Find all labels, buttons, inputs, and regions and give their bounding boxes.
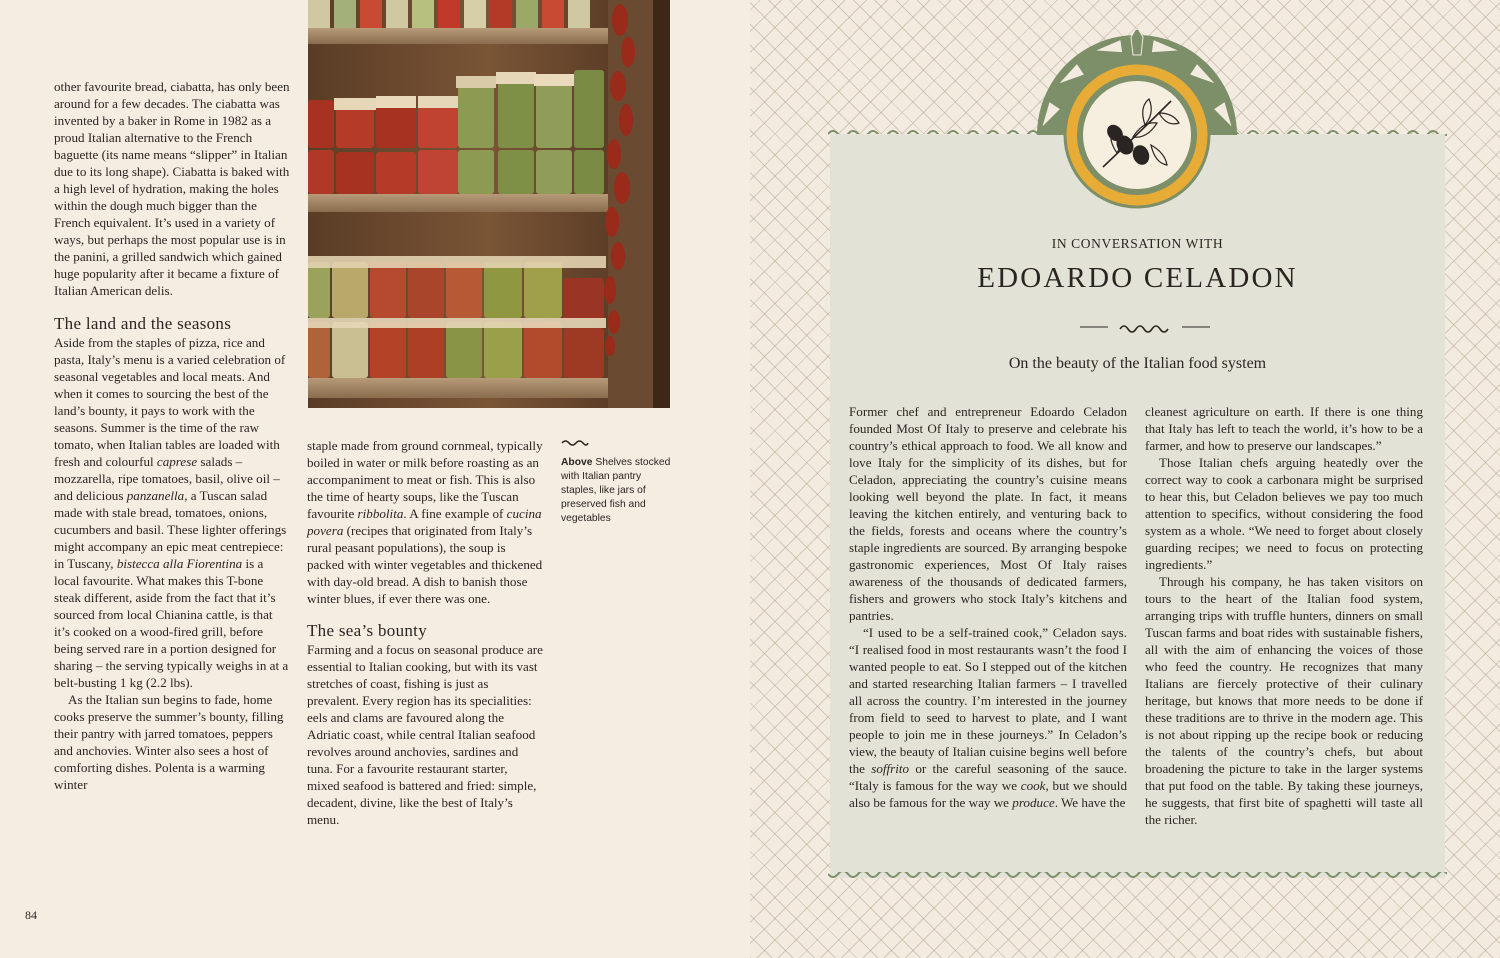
scalloped-border-bottom — [828, 872, 1447, 880]
right-page — [750, 0, 1500, 958]
paragraph: Farming and a focus on seasonal produce are essential to Italian cooking, but with its vast stretches of coast, fishing is just as prevalent. Every region has its specialities: eels and clams are favoured along the Adriatic coast, while central Italian seafood revolves around anchovies, sardines and tuna. For a favourite restaurant starter, mixed seafood is battered and fried: simple, decadent, divine, like the best of Italy’s menu. — [307, 642, 543, 827]
paragraph: cleanest agriculture on earth. If there is one thing that Italy has left to teach the world, it’s how to be a farmer, and how to preserve our landscapes.” — [1145, 404, 1423, 453]
wave-icon — [561, 438, 589, 446]
caption-text: Shelves stocked with Italian pantry staples, like jars of preserved fish and vegetables — [561, 457, 671, 524]
interview-kicker: IN CONVERSATION WITH — [1051, 236, 1224, 251]
olive-branch-emblem-icon — [1027, 30, 1247, 220]
page-number: 84 — [25, 908, 37, 922]
paragraph: As the Italian sun begins to fade, home cooks preserve the summer’s bounty, filling their pantry with jarred tomatoes, peppers and anchovies. Winter also sees a host of comforting dishes. Polenta is a warming winter — [54, 692, 284, 792]
article-column-2 — [307, 437, 543, 828]
pantry-shelves-photo — [308, 0, 670, 408]
paragraph: Those Italian chefs arguing heatedly over the correct way to cook a carbonara might be surprised to hear this, but Celadon believes we pay too much attention to specifics, without considering the food system as a whole. “We need to forget about closely guarding recipes; we need to focus on protecting ingredients.” — [1145, 455, 1423, 572]
paragraph: Former chef and entrepreneur Edoardo Celadon founded Most Of Italy to preserve and celebrate his country’s ethical approach to food. We all know and love Italy for the simplicity of its dishes, but for Celadon, appreciating the country’s cuisine means looking well beyond the plate. In fact, it means leaving the kitchen entirely, and venturing back to the fields, forests and oceans where the country’s staple ingredients are sourced. By arranging bespoke gastronomic experiences, Most Of Italy raises awareness of the thousands of dedicated farmers, fishers and growers who stock Italy’s kitchens and pantries. — [849, 404, 1127, 623]
caption-lead: Above — [561, 457, 593, 468]
paragraph: staple made from ground cornmeal, typically boiled in water or milk before roasting as an accompaniment to meat or fish. This is also the time of hearty soups, like the Tuscan favourite ribbolita. A fine example of cucina povera (recipes that originated from Italy’s rural peasant populations), the soup is packed with winter vegetables and thickened with day-old bread. A dish to banish those winter blues, if ever there was one. — [307, 438, 543, 606]
section-heading-land-seasons: The land and the seasons — [54, 314, 232, 333]
interview-subtitle: On the beauty of the Italian food system — [1008, 355, 1267, 372]
paragraph: “I used to be a self-trained cook,” Celadon says. “I realised food in most restaurants wasn’t the food I wanted people to eat. So I stepped out of the kitchen and started researching Italian farmers – I travelled all across the country. I’m interested in the journey from field to seed to harvest to plate, and I want people to join me in these journeys.” In Celadon’s view, the beauty of Italian cuisine begins well before the soffrito or the careful seasoning of the sauce. “Italy is famous for the way we cook, but we should also be famous for the way we produce. We have the — [849, 625, 1127, 810]
interview-column-2 — [1145, 403, 1423, 828]
wave-divider-icon — [1080, 317, 1210, 337]
paragraph: Aside from the staples of pizza, rice and pasta, Italy’s menu is a varied celebration of seasonal vegetables and local meats. And when it comes to sourcing the best of the land’s bounty, it pays to work with the seasons. Summer is the time of the raw tomato, when Italian tables are loaded with fresh and colourful caprese salads – mozzarella, ripe tomatoes, basil, olive oil – and delicious panzanella, a Tuscan salad made with stale bread, tomatoes, onions, cucumbers and basil. These lighter offerings might accompany an epic meat centrepiece: in Tuscany, bistecca alla Fiorentina is a local favourite. What makes this T-bone steak different, aside from the fact that it’s sourced from local Chianina cattle, is that it’s cooked on a wood-fired grill, before being served rare in a portion designed for sharing – the serving typically weighs in at a belt-busting 1 kg (2.2 lbs). — [54, 335, 289, 690]
paragraph: Through his company, he has taken visitors on tours to the heart of the Italian food system, arranging trips with truffle hunters, dinners on small Tuscan farms and boat rides with sustainable fishers, all with the aim of enhancing the voices of those who feed the country. He recognizes that many Italians are fiercely protective of their culinary heritage, but knows that more needs to be done if these traditions are to thrive in the modern age. This is not about ripping up the recipe book or reducing the talents of the country’s chefs, but about broadening the picture to take in the larger systems that put food on the table. By taking these journeys, he suggests, that first bite of spaghetti will taste all the richer. — [1145, 574, 1423, 827]
article-column-1 — [54, 78, 290, 793]
section-heading-seas-bounty: The sea’s bounty — [307, 621, 427, 640]
interviewee-name: EDOARDO CELADON — [977, 262, 1298, 294]
interview-column-1 — [849, 403, 1127, 811]
photo-caption — [561, 438, 671, 526]
paragraph: other favourite bread, ciabatta, has only been around for a few decades. The ciabatta was invented by a baker in Rome in 1982 as a proud Italian alternative to the French baguette (its name means “slipper” in Italian due to its long shape). Ciabatta is baked with a high level of hydration, making the holes within the dough much bigger than the French equivalent. It’s used in a variety of ways, but perhaps the most popular use is in the panini, a grilled sandwich which gained huge popularity after it became a fixture of Italian American delis. — [54, 79, 290, 298]
